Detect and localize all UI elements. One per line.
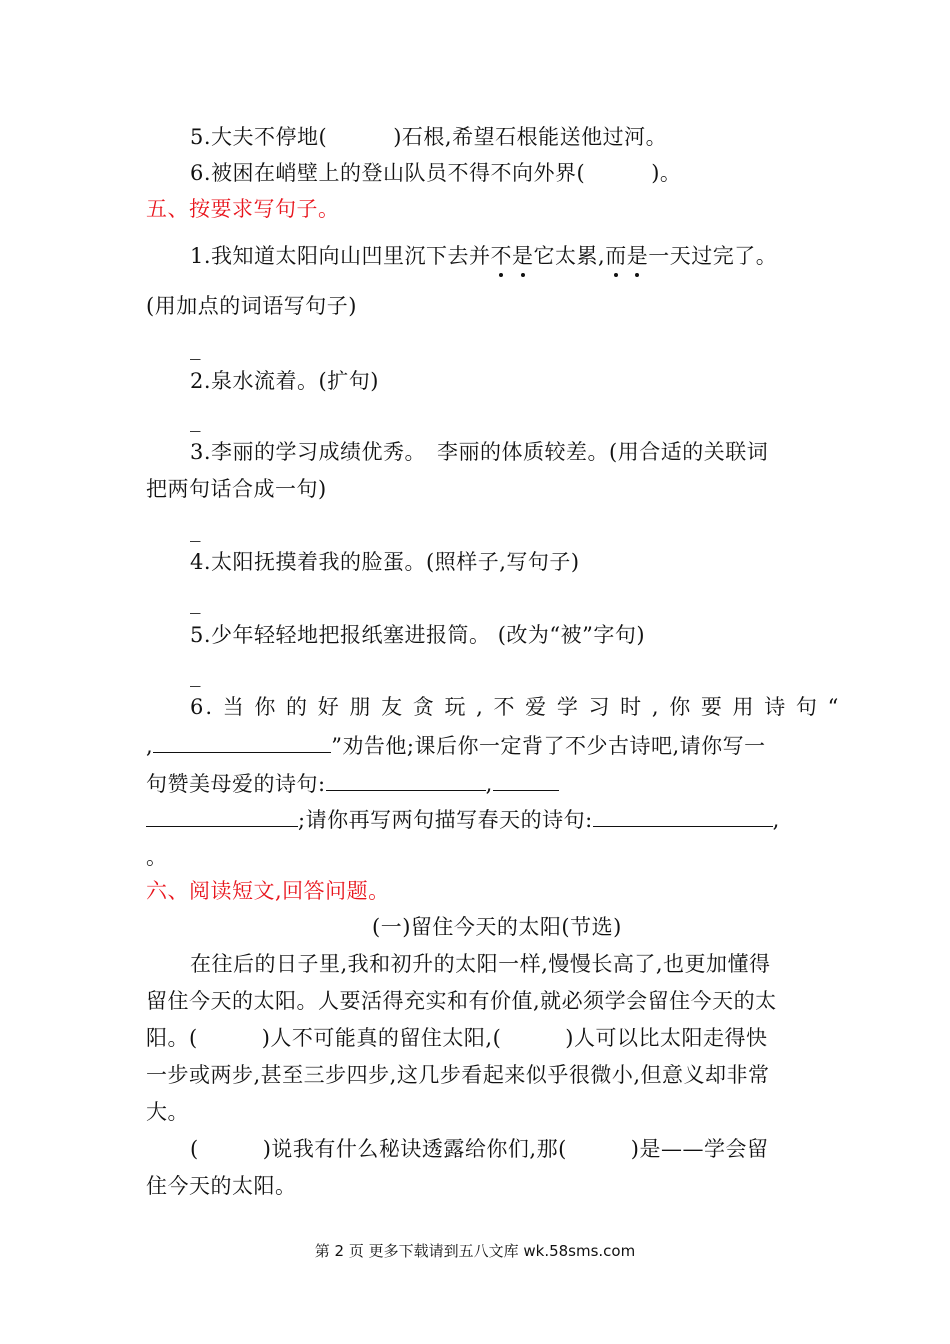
section-5-title: 五、按要求写句子。 bbox=[146, 197, 340, 221]
answer-line[interactable]: _ bbox=[190, 663, 201, 687]
question-5-6-line5: 。 bbox=[146, 845, 168, 869]
question-5-4: 4.太阳抚摸着我的脸蛋。(照样子,写句子) bbox=[190, 550, 580, 574]
page-footer: 第 2 页 更多下载请到五八文库 wk.58sms.com bbox=[314, 1242, 636, 1260]
poem-blank[interactable] bbox=[493, 768, 559, 791]
question-5-1: 1.我知道太阳向山凹里沉下去并不是它太累,而是一天过完了。 bbox=[190, 244, 778, 268]
question-5-6-line3: 句赞美母爱的诗句: , bbox=[146, 768, 559, 799]
passage-line: 阳。( )人不可能真的留住太阳,( )人可以比太阳走得快 bbox=[146, 1026, 768, 1050]
answer-line[interactable]: _ bbox=[190, 336, 201, 360]
question-5-3: 3.李丽的学习成绩优秀。 李丽的体质较差。(用合适的关联词 bbox=[190, 440, 769, 464]
answer-line[interactable]: _ bbox=[190, 590, 201, 614]
dotted-word: 而 bbox=[605, 244, 627, 268]
question-5-5: 5.少年轻轻地把报纸塞进报筒。 (改为“被”字句) bbox=[190, 623, 646, 647]
question-5-2: 2.泉水流着。(扩句) bbox=[190, 369, 379, 393]
question-5-6-line2: , ”劝告他;课后你一定背了不少古诗吧,请你写一 bbox=[146, 730, 766, 761]
question-5-3-cont: 把两句话合成一句) bbox=[146, 477, 327, 501]
passage-line: 留住今天的太阳。人要活得充实和有价值,就必须学会留住今天的太 bbox=[146, 989, 777, 1013]
passage-title: (一)留住今天的太阳(节选) bbox=[372, 915, 622, 939]
answer-line[interactable]: _ bbox=[190, 408, 201, 432]
passage-line: ( )说我有什么秘诀透露给你们,那( )是——学会留 bbox=[190, 1137, 769, 1161]
question-5-1-note: (用加点的词语写句子) bbox=[146, 294, 357, 318]
dotted-word: 不 bbox=[490, 244, 513, 268]
passage-line: 一步或两步,甚至三步四步,这几步看起来似乎很微小,但意义却非常 bbox=[146, 1063, 770, 1087]
question-4-6: 6.被困在峭壁上的登山队员不得不向外界( )。 bbox=[190, 161, 682, 185]
question-4-5: 5.大夫不停地( )石根,希望石根能送他过河。 bbox=[190, 125, 668, 149]
dotted-word: 是 bbox=[512, 244, 534, 268]
dotted-word: 是 bbox=[626, 244, 649, 268]
poem-blank[interactable] bbox=[326, 768, 486, 791]
poem-blank[interactable] bbox=[146, 804, 298, 827]
section-6-title: 六、阅读短文,回答问题。 bbox=[146, 879, 390, 903]
question-5-6: 6. 当 你 的 好 朋 友 贪 玩 , 不 爱 学 习 时 , 你 要 用 诗 句 “ bbox=[190, 695, 841, 719]
passage-line: 住今天的太阳。 bbox=[146, 1174, 297, 1198]
answer-line[interactable]: _ bbox=[190, 518, 201, 542]
poem-blank[interactable] bbox=[153, 730, 331, 753]
passage-line: 在往后的日子里,我和初升的太阳一样,慢慢长高了,也更加懂得 bbox=[190, 952, 771, 976]
passage-line: 大。 bbox=[146, 1100, 189, 1124]
poem-blank[interactable] bbox=[593, 804, 773, 827]
question-5-6-line4: ;请你再写两句描写春天的诗句: , bbox=[146, 804, 780, 835]
